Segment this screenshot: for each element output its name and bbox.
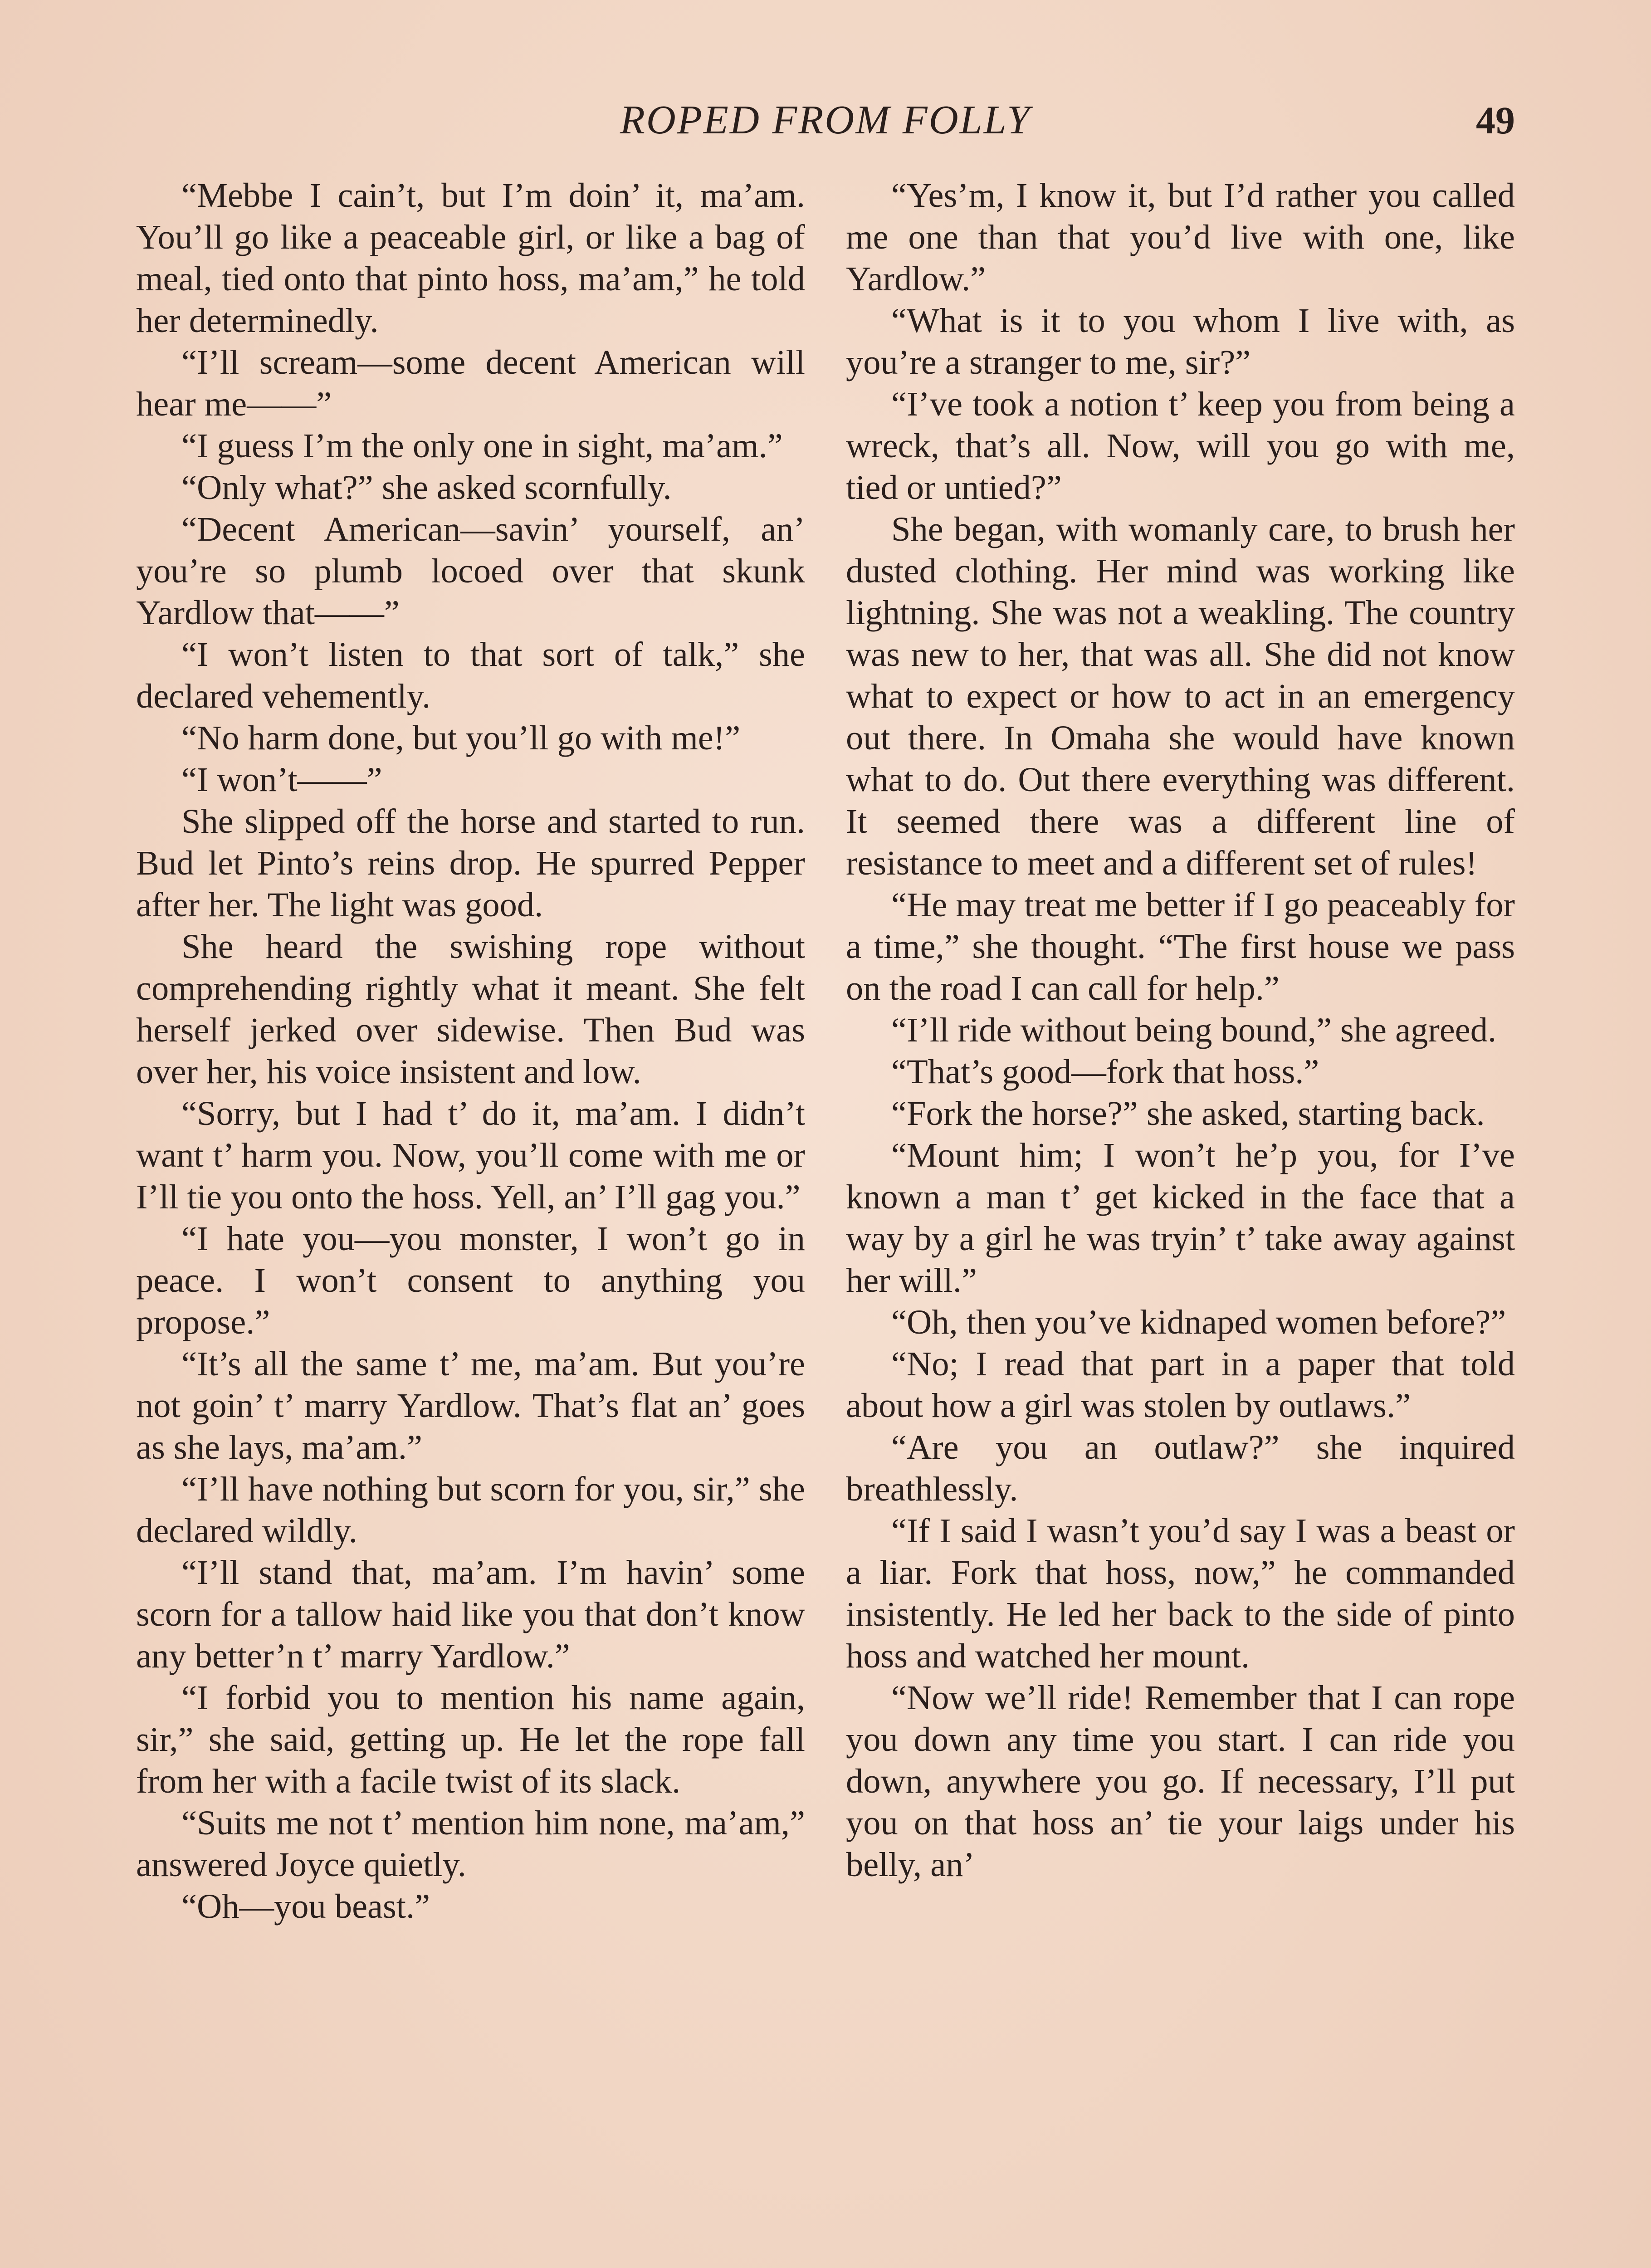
- right-column: [846, 175, 1515, 1886]
- paragraph: “Sorry, but I had t’ do it, ma’am. I didn’t want t’ harm you. Now, you’ll come with me or I’ll tie you onto the hoss. Yell, an’ I’ll gag you.”: [136, 1094, 805, 1216]
- paragraph: “No; I read that part in a paper that told about how a girl was stolen by outlaws.”: [846, 1344, 1515, 1425]
- paragraph: “Fork the horse?” she asked, starting back.: [891, 1094, 1485, 1133]
- paragraph: “I’ll ride without being bound,” she agreed.: [891, 1011, 1497, 1049]
- paragraph: “Mount him; I won’t he’p you, for I’ve known a man t’ get kicked in the face that a way by a girl he was tryin’ t’ take away against her will.”: [846, 1136, 1515, 1300]
- paragraph: “I’ll have nothing but scorn for you, sir,” she declared wildly.: [136, 1470, 805, 1550]
- paragraph: “Oh—you beast.”: [181, 1887, 430, 1926]
- paragraph: “Decent American—savin’ yourself, an’ you’re so plumb locoed over that skunk Yardlow that——”: [136, 510, 805, 632]
- paragraph: “Suits me not t’ mention him none, ma’am,” answered Joyce quietly.: [136, 1804, 805, 1884]
- paragraph: She heard the swishing rope without comprehending rightly what it meant. She felt herself jerked over sidewise. Then Bud was over her, his voice insistent and low.: [136, 927, 805, 1091]
- left-column: [136, 175, 805, 1927]
- paragraph: “If I said I wasn’t you’d say I was a beast or a liar. Fork that hoss, now,” he commanded insistently. He led her back to the side of pinto hoss and watched her mount.: [846, 1511, 1515, 1675]
- paragraph: “No harm done, but you’ll go with me!”: [181, 719, 741, 757]
- paragraph: She slipped off the horse and started to run. Bud let Pinto’s reins drop. He spurred Pepper after her. The light was good.: [136, 802, 805, 924]
- paragraph: “What is it to you whom I live with, as you’re a stranger to me, sir?”: [846, 301, 1515, 381]
- running-title: ROPED FROM FOLLY: [620, 98, 1031, 142]
- paragraph: “I hate you—you monster, I won’t go in peace. I won’t consent to anything you propose.”: [136, 1219, 805, 1341]
- paragraph: “He may treat me better if I go peaceably for a time,” she thought. “The first house we pass on the road I can call for help.”: [846, 885, 1515, 1007]
- paragraph: “Mebbe I cain’t, but I’m doin’ it, ma’am. You’ll go like a peaceable girl, or like a bag of meal, tied onto that pinto hoss, ma’am,” he told her determinedly.: [136, 176, 805, 340]
- paragraph: “Oh, then you’ve kidnaped women before?”: [891, 1303, 1506, 1341]
- paragraph: “Yes’m, I know it, but I’d rather you called me one than that you’d live with one, like Yardlow.”: [846, 176, 1515, 298]
- paragraph: “Are you an outlaw?” she inquired breathlessly.: [846, 1428, 1515, 1508]
- paragraph: “That’s good—fork that hoss.”: [891, 1052, 1319, 1091]
- paragraph: “I forbid you to mention his name again, sir,” she said, getting up. He let the rope fall from her with a facile twist of its slack.: [136, 1678, 805, 1800]
- paragraph: “It’s all the same t’ me, ma’am. But you’re not goin’ t’ marry Yardlow. That’s flat an’ goes as she lays, ma’am.”: [136, 1344, 805, 1466]
- paragraph: “I won’t——”: [181, 760, 382, 799]
- paragraph: “I won’t listen to that sort of talk,” she declared vehemently.: [136, 635, 805, 715]
- paragraph: “Only what?” she asked scornfully.: [181, 468, 672, 507]
- paragraph: “I guess I’m the only one in sight, ma’am.”: [181, 426, 783, 465]
- page-number: 49: [1476, 98, 1515, 142]
- paragraph: “Now we’ll ride! Remember that I can rope you down any time you start. I can ride you down, anywhere you go. If necessary, I’ll put you on that hoss an’ tie your laigs under his belly, an’: [846, 1678, 1515, 1884]
- paragraph: “I’ll scream—some decent American will hear me——”: [136, 343, 805, 423]
- paragraph: “I’ll stand that, ma’am. I’m havin’ some scorn for a tallow haid like you that don’t know any better’n t’ marry Yardlow.”: [136, 1553, 805, 1675]
- paragraph: “I’ve took a notion t’ keep you from being a wreck, that’s all. Now, will you go with me, tied or untied?”: [846, 385, 1515, 507]
- paragraph: She began, with womanly care, to brush her dusted clothing. Her mind was working like lightning. She was not a weakling. The country was new to her, that was all. She did not know what to expect or how to act in an emergency out there. In Omaha she would have known what to do. Out there everything was different. It seemed there was a different line of resistance to meet and a different set of rules!: [846, 510, 1515, 882]
